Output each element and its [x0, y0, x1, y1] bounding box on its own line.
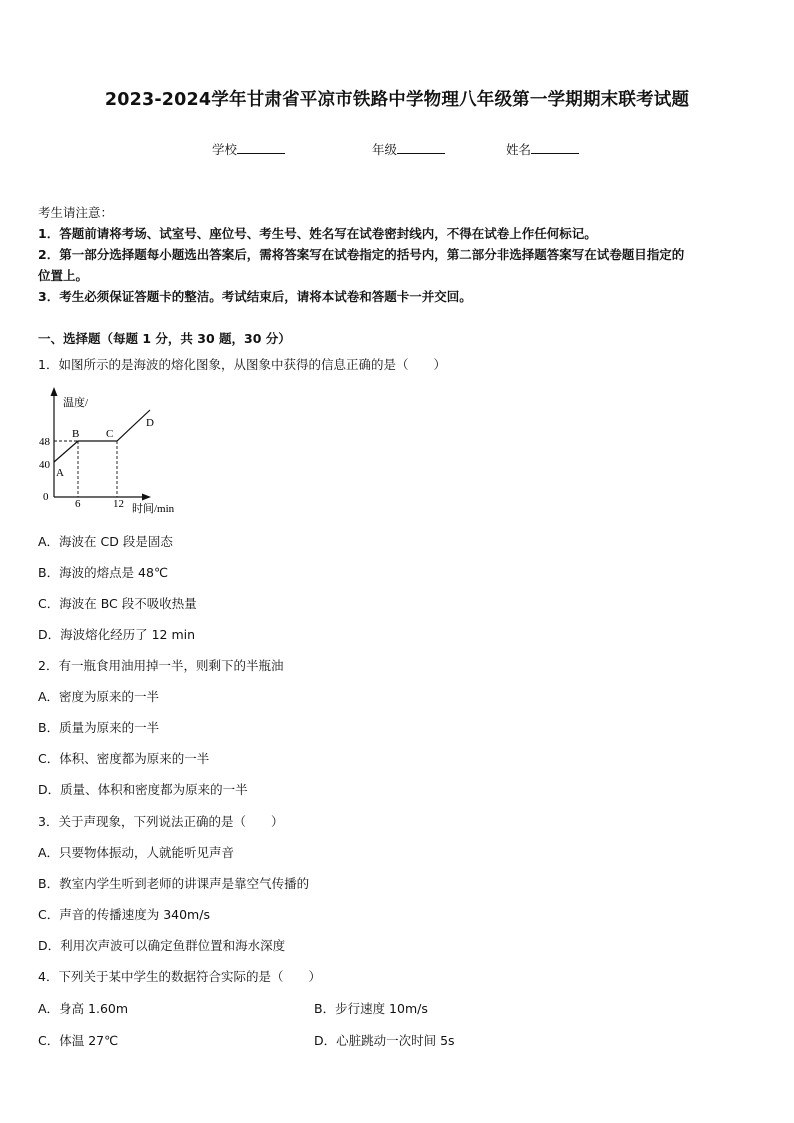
q1-option-b: B．海波的熔点是 48℃ — [38, 565, 168, 580]
q1-stem: 1．如图所示的是海波的熔化图象，从图象中获得的信息正确的是（ ） — [38, 357, 446, 372]
q3-stem: 3．关于声现象，下列说法正确的是（ ） — [38, 814, 284, 829]
school-field — [212, 140, 285, 158]
school-label: 学校 — [212, 142, 238, 157]
x-tick-6: 6 — [75, 498, 81, 510]
notice-item-3: 3．考生必须保证答题卡的整洁。考试结束后，请将本试卷和答题卡一并交回。 — [38, 289, 472, 304]
x-axis-label: 时间/min — [132, 503, 175, 515]
name-field — [506, 140, 579, 158]
q4-option-b: B．步行速度 10m/s — [314, 1001, 428, 1016]
q1-option-c: C．海波在 BC 段不吸收热量 — [38, 596, 197, 611]
q4-option-d: D．心脏跳动一次时间 5s — [314, 1033, 455, 1048]
q2-option-d: D．质量、体积和密度都为原来的一半 — [38, 782, 248, 797]
notice-heading: 考生请注意： — [38, 205, 114, 220]
grade-label: 年级 — [372, 142, 398, 157]
q1-option-a: A．海波在 CD 段是固态 — [38, 534, 173, 549]
grade-field — [372, 140, 445, 158]
point-c-label: C — [106, 428, 114, 440]
school-blank — [237, 142, 285, 154]
page-title: 2023-2024学年甘肃省平凉市铁路中学物理八年级第一学期期末联考试题 — [104, 90, 690, 110]
name-label: 姓名 — [506, 142, 532, 157]
q3-option-c: C．声音的传播速度为 340m/s — [38, 907, 210, 922]
x-axis-arrow — [142, 494, 151, 501]
origin-label: 0 — [43, 491, 49, 503]
point-b-label: B — [72, 428, 80, 440]
y-tick-48: 48 — [39, 436, 50, 448]
x-tick-12: 12 — [113, 498, 124, 510]
section-heading: 一、选择题（每题 1 分，共 30 题，30 分） — [38, 331, 291, 346]
q2-option-c: C．体积、密度都为原来的一半 — [38, 751, 210, 766]
y-axis-label: 温度/ — [63, 397, 89, 409]
q4-option-c: C．体温 27℃ — [38, 1033, 119, 1048]
q4-stem: 4．下列关于某中学生的数据符合实际的是（ ） — [38, 969, 321, 984]
point-d-label: D — [146, 417, 154, 429]
q4-option-a: A．身高 1.60m — [38, 1001, 129, 1016]
notice-item-1: 1．答题前请将考场、试室号、座位号、考生号、姓名写在试卷密封线内，不得在试卷上作任何标记。 — [38, 226, 597, 241]
q3-option-a: A．只要物体振动，人就能听见声音 — [38, 845, 235, 860]
y-tick-40: 40 — [39, 459, 50, 471]
melting-curve — [54, 410, 150, 462]
q3-option-d: D．利用次声波可以确定鱼群位置和海水深度 — [38, 938, 286, 953]
q3-option-b: B．教室内学生听到老师的讲课声是靠空气传播的 — [38, 876, 310, 891]
q2-option-a: A．密度为原来的一半 — [38, 689, 160, 704]
grade-blank — [397, 142, 445, 154]
name-blank — [531, 142, 579, 154]
melting-graph — [30, 385, 195, 520]
q2-option-b: B．质量为原来的一半 — [38, 720, 160, 735]
point-a-label: A — [56, 467, 64, 479]
q2-stem: 2．有一瓶食用油用掉一半，则剩下的半瓶油 — [38, 658, 284, 673]
y-axis-arrow — [51, 387, 58, 396]
q1-option-d: D．海波熔化经历了 12 min — [38, 627, 196, 642]
notice-item-2: 2．第一部分选择题每小题选出答案后，需将答案写在试卷指定的括号内，第二部分非选择题答案写在试卷题目指定的 — [38, 247, 685, 262]
notice-item-2-cont: 位置上。 — [38, 268, 89, 283]
